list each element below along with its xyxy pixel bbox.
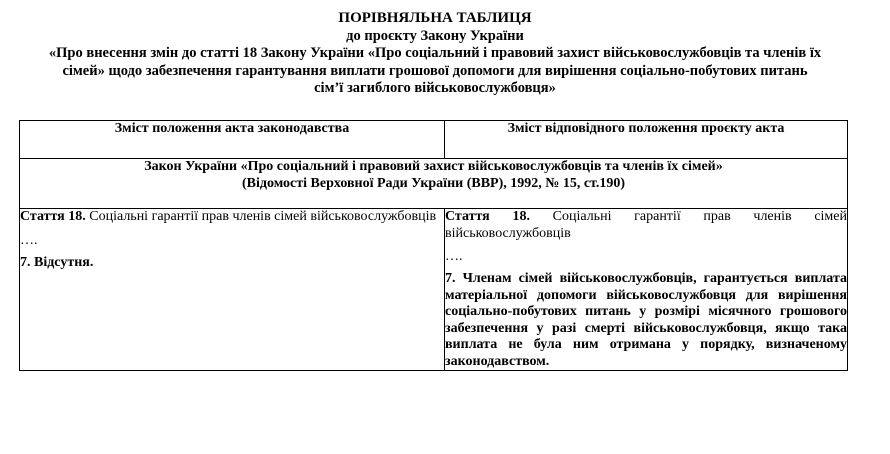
draft-article-heading: [445, 209, 847, 242]
law-source: (Відомості Верховної Ради України (ВВР), 1992, № 15, ст.190): [241, 175, 626, 191]
law-title: Закон України «Про соціальний і правовий захист військовослужбовців та членів їх сімей»: [144, 159, 723, 174]
current-article-label: Стаття 18.: [20, 209, 86, 224]
document-subtitle: до проєкту Закону України: [346, 27, 524, 44]
bill-title-line-2: сімей» щодо забезпечення гарантування виплати грошової допомоги для вирішення соціально-побутових питань: [62, 62, 808, 79]
document-title: ПОРІВНЯЛЬНА ТАБЛИЦЯ: [338, 10, 532, 26]
draft-point-7: 7. Членам сімей військовослужбовців, гарантується виплата матеріальної допомоги військовослужбовця для вирішення соціально-побутових питань у розмірі місячного грошового забезпечення у разі смерті військовослужбовця, якщо така виплата не була ним отримана у порядку, визначеному законодавством.: [445, 271, 847, 369]
law-title-row: [20, 159, 848, 209]
law-title-cell: [20, 159, 848, 209]
column-header-current-law: Зміст положення акта законодавства: [20, 121, 445, 159]
table-row: [20, 209, 848, 371]
current-article-heading: [20, 209, 444, 226]
draft-act-cell: [445, 209, 848, 371]
draft-article-label: Стаття 18.: [445, 209, 530, 224]
current-article-text: Соціальні гарантії прав членів сімей військовослужбовців: [85, 209, 437, 224]
bill-title-line-3: сім’ї загиблого військовослужбовця»: [314, 80, 556, 96]
bill-title-line-1: «Про внесення змін до статті 18 Закону України «Про соціальний і правовий захист військовослужбовців та членів їх: [48, 45, 822, 61]
table-header-row: [20, 121, 848, 159]
draft-ellipsis: ….: [445, 249, 463, 264]
current-point-7: 7. Відсутня.: [20, 254, 94, 270]
current-law-cell: [20, 209, 445, 371]
draft-article-text: Соціальні гарантії прав членів сімей військовослужбовців: [445, 209, 847, 241]
comparison-table: [19, 120, 848, 371]
document-header: [0, 10, 870, 98]
current-ellipsis: ….: [20, 232, 38, 248]
column-header-draft-act: Зміст відповідного положення проєкту акта: [445, 121, 848, 159]
